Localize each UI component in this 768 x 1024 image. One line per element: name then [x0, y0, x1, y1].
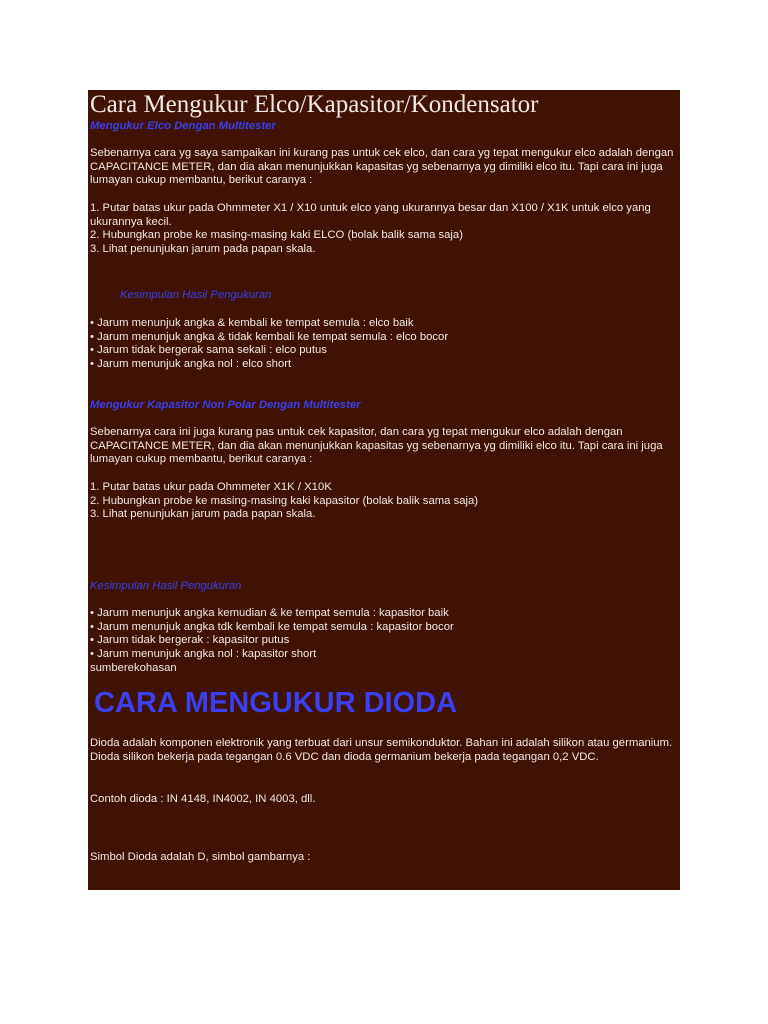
section1-step: 3. Lihat penunjukan jarum pada papan skala. [90, 243, 316, 256]
page-title: Cara Mengukur Elco/Kapasitor/Kondensator [90, 91, 539, 118]
section1-intro [90, 147, 678, 188]
section3-examples [90, 793, 678, 807]
section2-summary-item: • Jarum tidak bergerak : kapasitor putus [90, 634, 290, 647]
section3-intro-text: Dioda adalah komponen elektronik yang terbuat dari unsur semikonduktor. Bahan ini adalah silikon atau germanium. Dioda silikon bekerja pada tegangan 0.6 VDC dan dioda germanium bekerja pada tegangan 0,2 VDC. [90, 737, 673, 763]
document-page [88, 90, 680, 890]
section1-step: 2. Hubungkan probe ke masing-masing kaki ELCO (bolak balik sama saja) [90, 229, 463, 242]
section1-summary-heading: Kesimpulan Hasil Pengukuran [120, 289, 272, 301]
section2-heading: Mengukur Kapasitor Non Polar Dengan Multitester [90, 399, 361, 411]
source-credit: sumberekohasan [90, 661, 177, 674]
section3-heading: CARA MENGUKUR DIODA [94, 687, 458, 719]
section2-summary-heading: Kesimpulan Hasil Pengukuran [90, 580, 242, 592]
section2-summary-item: • Jarum menunjuk angka nol : kapasitor short [90, 648, 317, 661]
section1-intro-text: Sebenarnya cara yg saya sampaikan ini kurang pas untuk cek elco, dan cara yg tepat mengukur elco adalah dengan CAPACITANCE METER, dan dia akan menunjukkan kapasitas yg sebenarnya yg dimiliki elco itu. Tapi cara ini juga lumayan cukup membantu, berikut caranya : [90, 147, 674, 187]
section2-intro-text: Sebenarnya cara ini juga kurang pas untuk cek kapasitor, dan cara yg tepat mengukur elco adalah dengan CAPACITANCE METER, dan dia akan menunjukkan kapasitas yg sebenarnya yg dimiliki elco itu. Tapi cara ini juga lumayan cukup membantu, berikut caranya : [90, 426, 663, 466]
section2-step: 1. Putar batas ukur pada Ohmmeter X1K / X10K [90, 481, 332, 493]
section1-summary [90, 317, 678, 372]
section1-heading: Mengukur Elco Dengan Multitester [90, 120, 276, 132]
section3-symbol [90, 851, 678, 865]
section2-steps [90, 481, 678, 522]
section2-summary [90, 607, 678, 676]
diode-symbol-text: Simbol Dioda adalah D, simbol gambarnya : [90, 851, 311, 863]
section2-intro [90, 426, 678, 467]
diode-examples: Contoh dioda : IN 4148, IN4002, IN 4003, dll. [90, 793, 316, 805]
section1-summary-item: • Jarum menunjuk angka nol : elco short [90, 358, 292, 371]
section2-summary-item: • Jarum menunjuk angka kemudian & ke tempat semula : kapasitor baik [90, 607, 449, 619]
section1-steps [90, 202, 678, 257]
section3-intro [90, 737, 678, 764]
section2-step: 2. Hubungkan probe ke masing-masing kaki kapasitor (bolak balik sama saja) [90, 494, 479, 507]
section2-step: 3. Lihat penunjukan jarum pada papan skala. [90, 508, 316, 521]
section1-step: 1. Putar batas ukur pada Ohmmeter X1 / X10 untuk elco yang ukurannya besar dan X100 / X1K untuk elco yang ukurannya kecil. [90, 202, 651, 228]
section1-summary-item: • Jarum menunjuk angka & tidak kembali ke tempat semula : elco bocor [90, 330, 449, 343]
section1-summary-item: • Jarum tidak bergerak sama sekali : elco putus [90, 344, 327, 357]
section2-summary-item: • Jarum menunjuk angka tdk kembali ke tempat semula : kapasitor bocor [90, 620, 454, 633]
section1-summary-item: • Jarum menunjuk angka & kembali ke tempat semula : elco baik [90, 317, 414, 329]
